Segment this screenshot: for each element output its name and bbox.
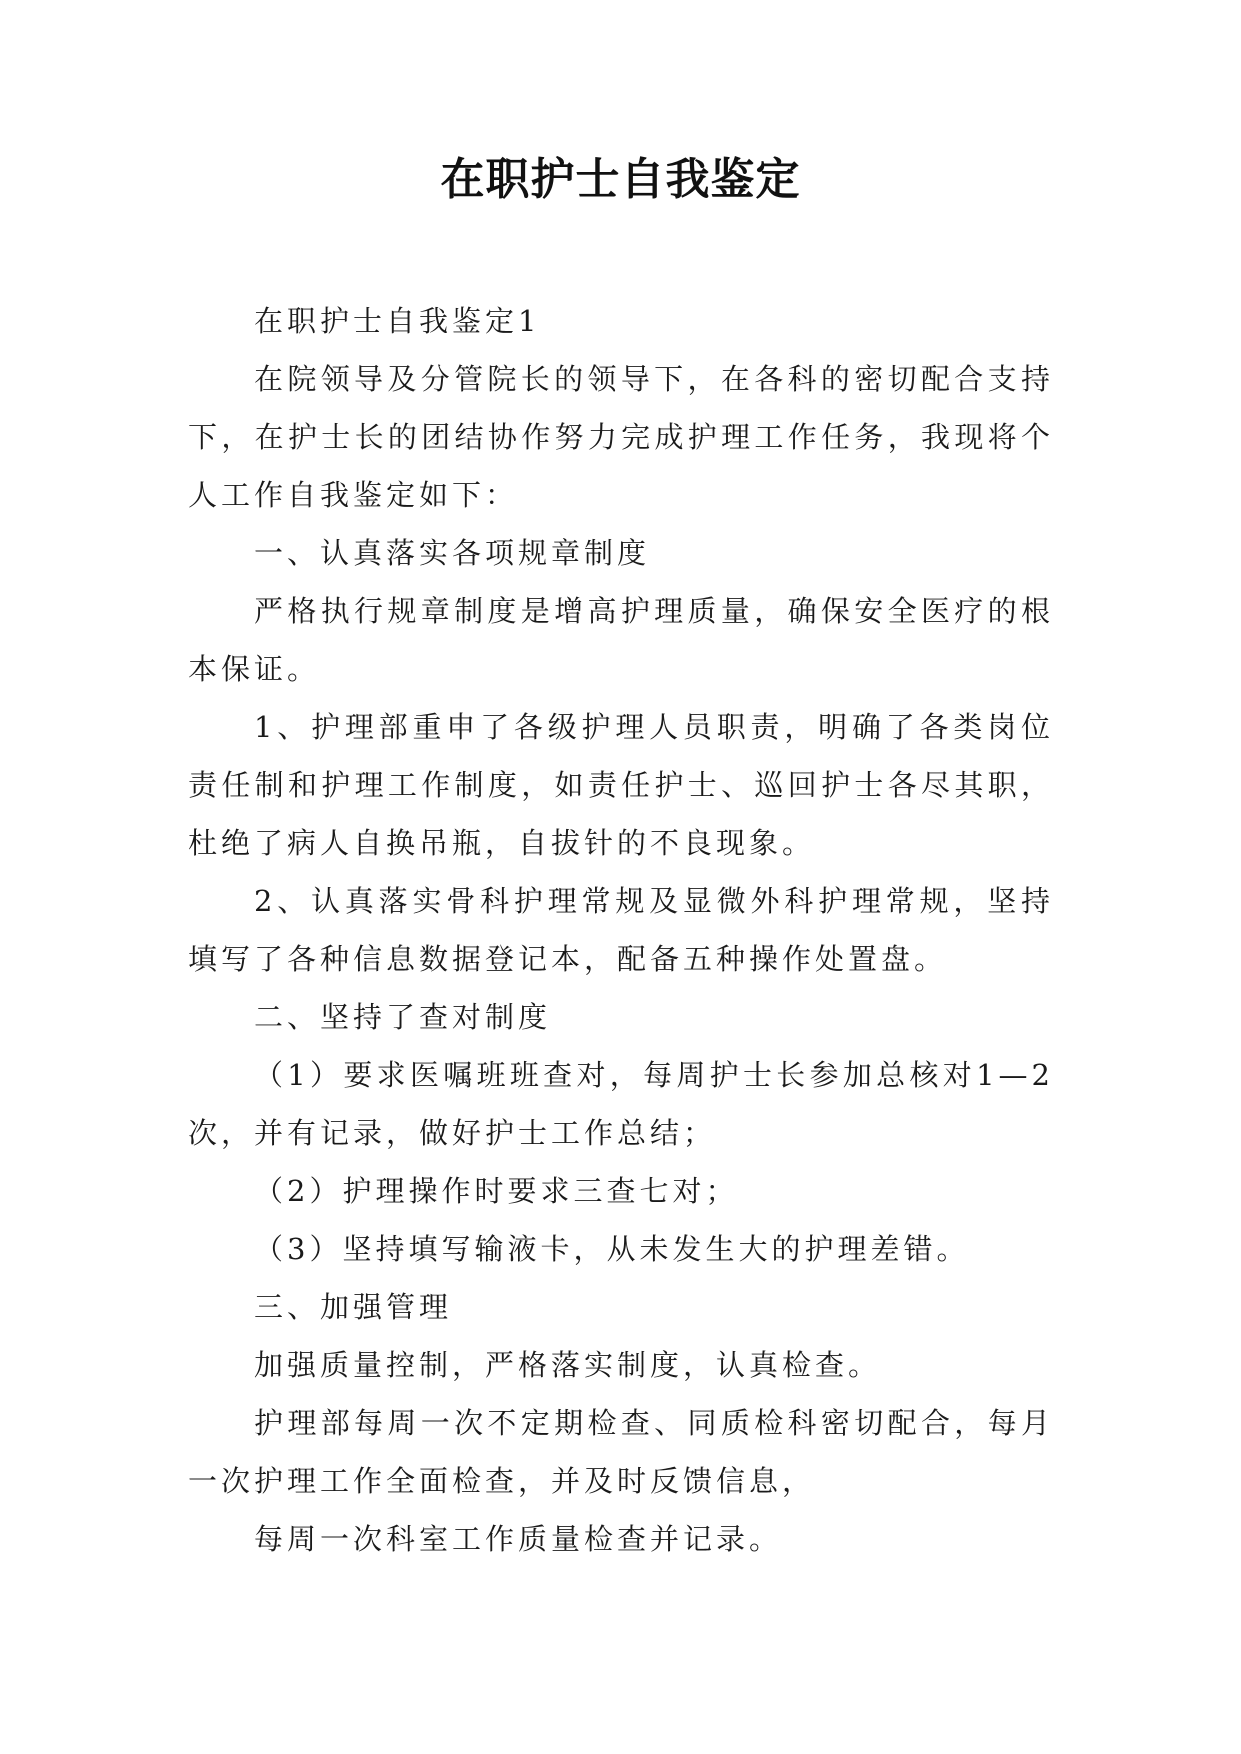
section-heading: 三、加强管理 xyxy=(254,1290,453,1324)
list-item: 1、护理部重申了各级护理人员职责，明确了各类岗位责任制和护理工作制度，如责任护士、巡回护士各尽其职，杜绝了病人自换吊瓶，自拔针的不良现象。 xyxy=(188,710,1054,860)
paragraph: 护理部每周一次不定期检查、同质检科密切配合，每月一次护理工作全面检查，并及时反馈信息， xyxy=(188,1406,1054,1498)
document-title: 在职护士自我鉴定 xyxy=(440,154,801,205)
document-body xyxy=(188,292,1054,1568)
paragraph: 在院领导及分管院长的领导下，在各科的密切配合支持下，在护士长的团结协作努力完成护理工作任务，我现将个人工作自我鉴定如下： xyxy=(188,362,1054,512)
list-item: （1）要求医嘱班班查对，每周护士长参加总核对1—2次，并有记录，做好护士工作总结； xyxy=(188,1058,1054,1150)
list-item: （2）护理操作时要求三查七对； xyxy=(254,1174,739,1208)
paragraph: 严格执行规章制度是增高护理质量，确保安全医疗的根本保证。 xyxy=(188,594,1054,686)
section-heading: 在职护士自我鉴定1 xyxy=(254,304,541,338)
section-heading: 一、认真落实各项规章制度 xyxy=(254,536,651,570)
paragraph: 每周一次科室工作质量检查并记录。 xyxy=(254,1522,783,1556)
section-heading: 二、坚持了查对制度 xyxy=(254,1000,552,1034)
list-item: （3）坚持填写输液卡，从未发生大的护理差错。 xyxy=(254,1232,970,1266)
list-item: 2、认真落实骨科护理常规及显微外科护理常规，坚持填写了各种信息数据登记本，配备五种操作处置盘。 xyxy=(188,884,1054,976)
paragraph: 加强质量控制，严格落实制度，认真检查。 xyxy=(254,1348,882,1382)
